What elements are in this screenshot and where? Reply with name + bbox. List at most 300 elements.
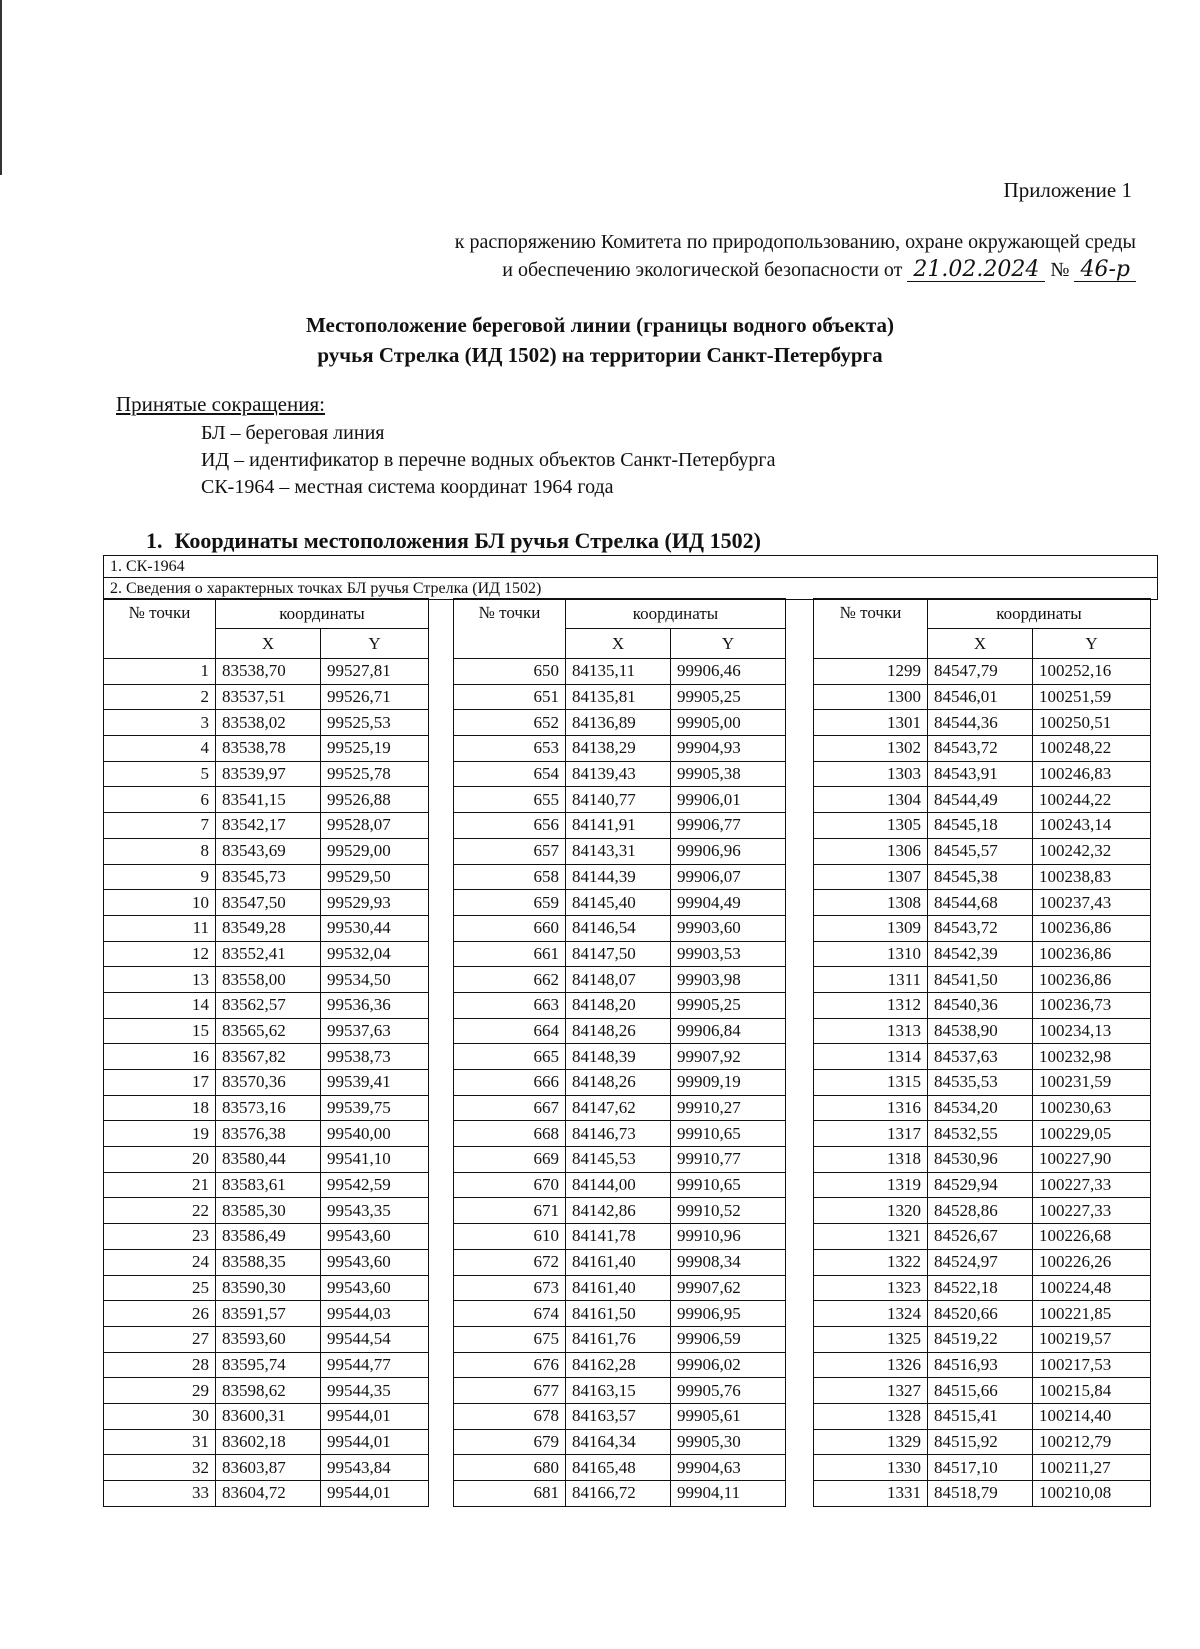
header-row (104, 599, 429, 629)
x-cell: 84148,07 (566, 967, 671, 993)
y-cell: 100212,79 (1033, 1429, 1151, 1455)
y-cell: 99904,49 (671, 890, 786, 916)
y-cell: 99906,84 (671, 1018, 786, 1044)
point-number-cell: 656 (454, 813, 566, 839)
y-cell: 99543,60 (321, 1224, 429, 1250)
table-row (814, 890, 1151, 916)
point-number-cell: 1300 (814, 684, 928, 710)
x-cell: 84138,29 (566, 736, 671, 762)
point-number-header: № точки (454, 599, 566, 659)
y-cell: 100214,40 (1033, 1403, 1151, 1429)
point-number-cell: 679 (454, 1429, 566, 1455)
table-row (814, 1275, 1151, 1301)
table-row (454, 915, 786, 941)
point-number-cell: 1315 (814, 1070, 928, 1096)
point-number-header: № точки (814, 599, 928, 659)
y-cell: 100236,86 (1033, 915, 1151, 941)
table-row (454, 761, 786, 787)
point-number-cell: 650 (454, 659, 566, 685)
table-row (814, 1481, 1151, 1507)
x-cell: 83588,35 (216, 1249, 321, 1275)
x-cell: 83590,30 (216, 1275, 321, 1301)
info-cell: 2. Сведения о характерных точках БЛ ручья Стрелка (ИД 1502) (104, 578, 1158, 600)
point-number-cell: 1318 (814, 1147, 928, 1173)
point-number-cell: 660 (454, 915, 566, 941)
x-cell: 84148,20 (566, 992, 671, 1018)
table-row (454, 1147, 786, 1173)
y-cell: 99906,01 (671, 787, 786, 813)
table-row (814, 710, 1151, 736)
x-cell: 84515,66 (928, 1378, 1033, 1404)
point-number-cell: 676 (454, 1352, 566, 1378)
header-row (454, 599, 786, 629)
y-cell: 99904,63 (671, 1455, 786, 1481)
info-table (103, 555, 1158, 600)
table-row (814, 736, 1151, 762)
point-number-cell: 672 (454, 1249, 566, 1275)
x-cell: 83598,62 (216, 1378, 321, 1404)
x-cell: 84161,40 (566, 1249, 671, 1275)
point-number-cell: 13 (104, 967, 216, 993)
point-number-cell: 1330 (814, 1455, 928, 1481)
table-row (814, 1121, 1151, 1147)
y-cell: 100215,84 (1033, 1378, 1151, 1404)
point-number-cell: 1299 (814, 659, 928, 685)
y-cell: 99530,44 (321, 915, 429, 941)
y-cell: 100232,98 (1033, 1044, 1151, 1070)
point-number-cell: 1306 (814, 838, 928, 864)
y-cell: 99910,65 (671, 1121, 786, 1147)
x-cell: 84161,50 (566, 1301, 671, 1327)
x-cell: 83595,74 (216, 1352, 321, 1378)
table-row (104, 1301, 429, 1327)
table-row (104, 838, 429, 864)
point-number-cell: 1313 (814, 1018, 928, 1044)
x-cell: 84526,67 (928, 1224, 1033, 1250)
x-cell: 84547,79 (928, 659, 1033, 685)
x-cell: 84540,36 (928, 992, 1033, 1018)
y-cell: 99906,77 (671, 813, 786, 839)
y-cell: 99906,46 (671, 659, 786, 685)
table-row (104, 813, 429, 839)
table-row (814, 1224, 1151, 1250)
point-number-cell: 1 (104, 659, 216, 685)
y-cell: 100242,32 (1033, 838, 1151, 864)
y-cell: 99529,50 (321, 864, 429, 890)
point-number-cell: 1322 (814, 1249, 928, 1275)
y-cell: 99525,19 (321, 736, 429, 762)
point-number-cell: 664 (454, 1018, 566, 1044)
y-cell: 99541,10 (321, 1147, 429, 1173)
point-number-cell: 1320 (814, 1198, 928, 1224)
x-cell: 83586,49 (216, 1224, 321, 1250)
x-cell: 83576,38 (216, 1121, 321, 1147)
y-cell: 100221,85 (1033, 1301, 1151, 1327)
table-row (104, 941, 429, 967)
coordinates-table (813, 598, 1151, 1507)
point-number-cell: 16 (104, 1044, 216, 1070)
point-number-cell: 665 (454, 1044, 566, 1070)
abbreviations-list (201, 420, 775, 501)
table-row (454, 1403, 786, 1429)
y-cell: 99907,92 (671, 1044, 786, 1070)
order-date: 21.02.2024 (907, 259, 1045, 282)
point-number-cell: 655 (454, 787, 566, 813)
order-number-label: № (1050, 259, 1070, 281)
y-cell: 100210,08 (1033, 1481, 1151, 1507)
point-number-cell: 658 (454, 864, 566, 890)
y-cell: 99906,59 (671, 1326, 786, 1352)
y-cell: 100227,90 (1033, 1147, 1151, 1173)
point-number-cell: 681 (454, 1481, 566, 1507)
x-cell: 84146,73 (566, 1121, 671, 1147)
y-cell: 99905,76 (671, 1378, 786, 1404)
y-cell: 99529,00 (321, 838, 429, 864)
point-number-cell: 678 (454, 1403, 566, 1429)
point-number-cell: 25 (104, 1275, 216, 1301)
x-cell: 83591,57 (216, 1301, 321, 1327)
table-row (814, 1172, 1151, 1198)
table-row (814, 838, 1151, 864)
abbreviation-item: БЛ – береговая линия (201, 422, 385, 444)
x-cell: 84146,54 (566, 915, 671, 941)
x-cell: 84144,39 (566, 864, 671, 890)
x-cell: 83604,72 (216, 1481, 321, 1507)
info-cell: 1. СК-1964 (104, 556, 1158, 578)
point-number-cell: 14 (104, 992, 216, 1018)
x-cell: 84143,31 (566, 838, 671, 864)
x-cell: 84161,76 (566, 1326, 671, 1352)
y-cell: 99910,27 (671, 1095, 786, 1121)
table-row (454, 1198, 786, 1224)
y-cell: 99910,65 (671, 1172, 786, 1198)
point-number-cell: 663 (454, 992, 566, 1018)
x-cell: 84524,97 (928, 1249, 1033, 1275)
x-cell: 83593,60 (216, 1326, 321, 1352)
y-cell: 100226,68 (1033, 1224, 1151, 1250)
y-cell: 99536,36 (321, 992, 429, 1018)
table-row (814, 1455, 1151, 1481)
point-number-cell: 32 (104, 1455, 216, 1481)
table-row (814, 1044, 1151, 1070)
table-row (104, 1481, 429, 1507)
point-number-cell: 30 (104, 1403, 216, 1429)
table-row (104, 1121, 429, 1147)
point-number-cell: 1309 (814, 915, 928, 941)
y-cell: 100244,22 (1033, 787, 1151, 813)
y-cell: 100231,59 (1033, 1070, 1151, 1096)
x-cell: 84162,28 (566, 1352, 671, 1378)
point-number-cell: 1326 (814, 1352, 928, 1378)
x-cell: 84520,66 (928, 1301, 1033, 1327)
section-title (146, 528, 761, 554)
x-cell: 83545,73 (216, 864, 321, 890)
y-cell: 99544,01 (321, 1403, 429, 1429)
table-row (104, 1326, 429, 1352)
y-cell: 100227,33 (1033, 1198, 1151, 1224)
x-cell: 84516,93 (928, 1352, 1033, 1378)
table-row (104, 684, 429, 710)
table-row (454, 787, 786, 813)
x-cell: 83537,51 (216, 684, 321, 710)
y-header: Y (321, 629, 429, 659)
y-cell: 99906,96 (671, 838, 786, 864)
y-cell: 100251,59 (1033, 684, 1151, 710)
table-row (104, 890, 429, 916)
x-cell: 84141,78 (566, 1224, 671, 1250)
y-cell: 100217,53 (1033, 1352, 1151, 1378)
y-cell: 100236,73 (1033, 992, 1151, 1018)
x-cell: 83600,31 (216, 1403, 321, 1429)
y-cell: 99529,93 (321, 890, 429, 916)
y-cell: 100230,63 (1033, 1095, 1151, 1121)
abbreviation-item: СК-1964 – местная система координат 1964 года (201, 476, 614, 498)
x-cell: 83549,28 (216, 915, 321, 941)
y-cell: 100211,27 (1033, 1455, 1151, 1481)
y-cell: 99906,07 (671, 864, 786, 890)
y-cell: 100237,43 (1033, 890, 1151, 916)
table-row (104, 1018, 429, 1044)
x-cell: 84145,40 (566, 890, 671, 916)
appendix-label: Приложение 1 (1003, 178, 1132, 202)
table-row (814, 1147, 1151, 1173)
x-cell: 84544,68 (928, 890, 1033, 916)
point-number-cell: 1321 (814, 1224, 928, 1250)
point-number-cell: 666 (454, 1070, 566, 1096)
table-row (814, 659, 1151, 685)
point-number-cell: 659 (454, 890, 566, 916)
document-title (0, 310, 1200, 370)
point-number-cell: 652 (454, 710, 566, 736)
table-row (454, 1481, 786, 1507)
x-cell: 84515,41 (928, 1403, 1033, 1429)
y-cell: 99903,60 (671, 915, 786, 941)
point-number-cell: 18 (104, 1095, 216, 1121)
table-row (454, 1455, 786, 1481)
x-cell: 84515,92 (928, 1429, 1033, 1455)
x-cell: 84538,90 (928, 1018, 1033, 1044)
y-cell: 99525,78 (321, 761, 429, 787)
point-number-cell: 20 (104, 1147, 216, 1173)
abbreviation-item: ИД – идентификатор в перечне водных объектов Санкт-Петербурга (201, 449, 776, 471)
y-cell: 99910,77 (671, 1147, 786, 1173)
table-row (454, 1172, 786, 1198)
y-cell: 99537,63 (321, 1018, 429, 1044)
y-cell: 99528,07 (321, 813, 429, 839)
point-number-cell: 28 (104, 1352, 216, 1378)
y-cell: 99527,81 (321, 659, 429, 685)
x-cell: 83573,16 (216, 1095, 321, 1121)
coordinates-table (103, 598, 429, 1507)
y-cell: 99539,75 (321, 1095, 429, 1121)
y-cell: 99910,96 (671, 1224, 786, 1250)
x-cell: 84543,72 (928, 736, 1033, 762)
y-cell: 100243,14 (1033, 813, 1151, 839)
point-number-cell: 661 (454, 941, 566, 967)
x-cell: 84534,20 (928, 1095, 1033, 1121)
x-cell: 83558,00 (216, 967, 321, 993)
x-cell: 84163,15 (566, 1378, 671, 1404)
x-cell: 84166,72 (566, 1481, 671, 1507)
order-line-2 (455, 256, 1136, 284)
x-cell: 83547,50 (216, 890, 321, 916)
point-number-cell: 1305 (814, 813, 928, 839)
y-cell: 100227,33 (1033, 1172, 1151, 1198)
y-cell: 100234,13 (1033, 1018, 1151, 1044)
table-row (454, 684, 786, 710)
table-row (104, 1070, 429, 1096)
table-row (454, 1070, 786, 1096)
point-number-cell: 29 (104, 1378, 216, 1404)
point-number-cell: 1303 (814, 761, 928, 787)
point-number-cell: 670 (454, 1172, 566, 1198)
y-cell: 99544,03 (321, 1301, 429, 1327)
x-cell: 84519,22 (928, 1326, 1033, 1352)
table-row (454, 1429, 786, 1455)
x-cell: 84135,81 (566, 684, 671, 710)
y-cell: 99905,00 (671, 710, 786, 736)
point-number-cell: 657 (454, 838, 566, 864)
table-row (454, 1095, 786, 1121)
point-number-cell: 19 (104, 1121, 216, 1147)
table-row (104, 1172, 429, 1198)
point-number-cell: 22 (104, 1198, 216, 1224)
y-cell: 99543,84 (321, 1455, 429, 1481)
x-cell: 83552,41 (216, 941, 321, 967)
x-cell: 84543,91 (928, 761, 1033, 787)
y-cell: 100236,86 (1033, 941, 1151, 967)
x-cell: 84528,86 (928, 1198, 1033, 1224)
y-cell: 99907,62 (671, 1275, 786, 1301)
point-number-cell: 1329 (814, 1429, 928, 1455)
y-cell: 99543,35 (321, 1198, 429, 1224)
point-number-cell: 1311 (814, 967, 928, 993)
y-cell: 100246,83 (1033, 761, 1151, 787)
table-row (104, 1378, 429, 1404)
x-cell: 84139,43 (566, 761, 671, 787)
x-header: X (566, 629, 671, 659)
table-row (454, 1044, 786, 1070)
table-row (104, 1352, 429, 1378)
point-number-cell: 674 (454, 1301, 566, 1327)
x-cell: 84529,94 (928, 1172, 1033, 1198)
order-reference (455, 228, 1136, 284)
x-header: X (928, 629, 1033, 659)
x-cell: 83583,61 (216, 1172, 321, 1198)
point-number-cell: 677 (454, 1378, 566, 1404)
x-cell: 84142,86 (566, 1198, 671, 1224)
point-number-cell: 6 (104, 787, 216, 813)
x-cell: 84545,38 (928, 864, 1033, 890)
table-row (104, 1249, 429, 1275)
section-number: 1. (146, 528, 163, 553)
table-row (104, 1403, 429, 1429)
y-cell: 100238,83 (1033, 864, 1151, 890)
table-row (104, 1095, 429, 1121)
point-number-cell: 651 (454, 684, 566, 710)
y-cell: 99904,93 (671, 736, 786, 762)
coordinates-header: координаты (928, 599, 1151, 629)
x-cell: 83585,30 (216, 1198, 321, 1224)
point-number-cell: 669 (454, 1147, 566, 1173)
y-cell: 99526,71 (321, 684, 429, 710)
y-cell: 99905,25 (671, 992, 786, 1018)
y-cell: 100248,22 (1033, 736, 1151, 762)
point-number-cell: 680 (454, 1455, 566, 1481)
table-row (814, 1018, 1151, 1044)
point-number-cell: 1331 (814, 1481, 928, 1507)
table-row (814, 864, 1151, 890)
x-cell: 84147,62 (566, 1095, 671, 1121)
y-cell: 99544,01 (321, 1481, 429, 1507)
x-cell: 84546,01 (928, 684, 1033, 710)
point-number-cell: 654 (454, 761, 566, 787)
table-row (104, 710, 429, 736)
header-row (814, 599, 1151, 629)
table-row (454, 1249, 786, 1275)
document-title-line-2: ручья Стрелка (ИД 1502) на территории Санкт-Петербурга (317, 343, 883, 367)
y-cell: 99544,54 (321, 1326, 429, 1352)
point-number-header: № точки (104, 599, 216, 659)
point-number-cell: 11 (104, 915, 216, 941)
point-number-cell: 1319 (814, 1172, 928, 1198)
y-cell: 99525,53 (321, 710, 429, 736)
point-number-cell: 31 (104, 1429, 216, 1455)
order-line-1: к распоряжению Комитета по природопользованию, охране окружающей среды (454, 231, 1136, 253)
table-row (104, 967, 429, 993)
coordinates-table (453, 598, 786, 1507)
x-cell: 84532,55 (928, 1121, 1033, 1147)
x-cell: 83570,36 (216, 1070, 321, 1096)
y-cell: 99905,25 (671, 684, 786, 710)
table-row (454, 1275, 786, 1301)
x-cell: 83567,82 (216, 1044, 321, 1070)
x-cell: 83565,62 (216, 1018, 321, 1044)
x-cell: 84543,72 (928, 915, 1033, 941)
x-cell: 84517,10 (928, 1455, 1033, 1481)
x-cell: 83538,02 (216, 710, 321, 736)
point-number-cell: 610 (454, 1224, 566, 1250)
y-cell: 99534,50 (321, 967, 429, 993)
point-number-cell: 27 (104, 1326, 216, 1352)
point-number-cell: 1301 (814, 710, 928, 736)
table-row (814, 992, 1151, 1018)
point-number-cell: 1314 (814, 1044, 928, 1070)
y-cell: 99542,59 (321, 1172, 429, 1198)
point-number-cell: 26 (104, 1301, 216, 1327)
y-cell: 99904,11 (671, 1481, 786, 1507)
y-cell: 99532,04 (321, 941, 429, 967)
info-row (104, 556, 1158, 578)
point-number-cell: 7 (104, 813, 216, 839)
x-cell: 84535,53 (928, 1070, 1033, 1096)
table-row (814, 1429, 1151, 1455)
point-number-cell: 12 (104, 941, 216, 967)
table-row (454, 864, 786, 890)
table-row (454, 1224, 786, 1250)
point-number-cell: 1317 (814, 1121, 928, 1147)
point-number-cell: 10 (104, 890, 216, 916)
y-cell: 99908,34 (671, 1249, 786, 1275)
y-cell: 100236,86 (1033, 967, 1151, 993)
point-number-cell: 3 (104, 710, 216, 736)
y-cell: 99526,88 (321, 787, 429, 813)
y-cell: 99905,38 (671, 761, 786, 787)
y-cell: 99544,77 (321, 1352, 429, 1378)
point-number-cell: 5 (104, 761, 216, 787)
table-row (814, 1378, 1151, 1404)
coordinates-header: координаты (566, 599, 786, 629)
